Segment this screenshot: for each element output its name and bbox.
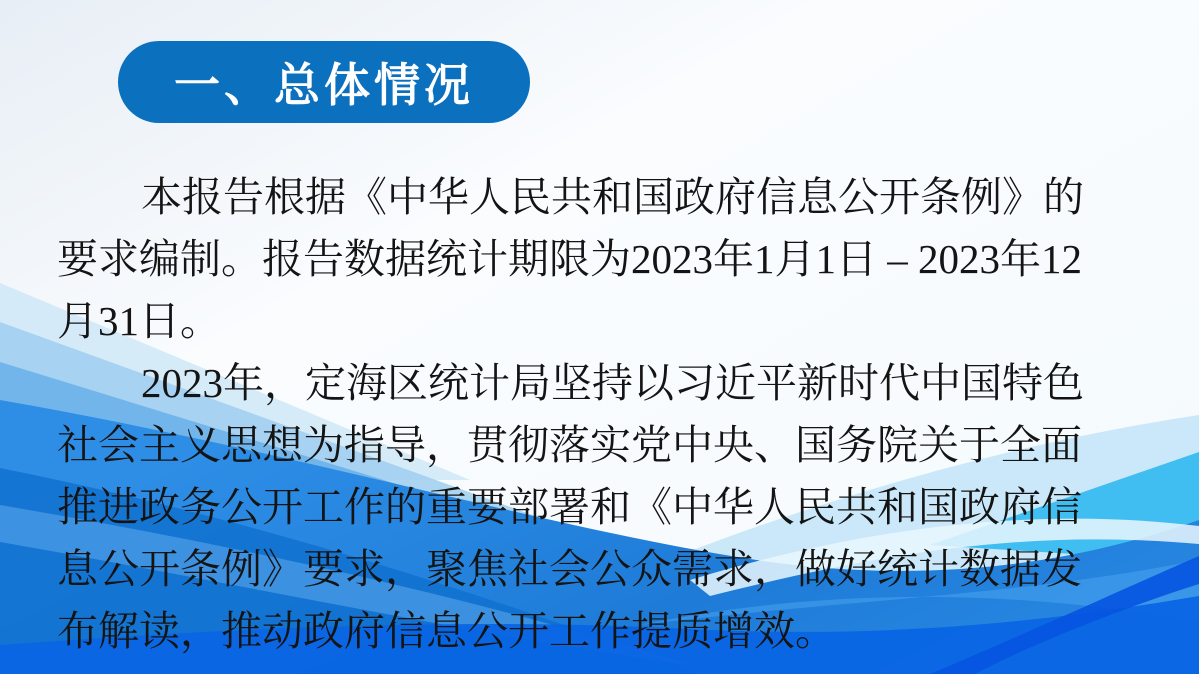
body-line: 息公开条例》要求，聚焦社会公众需求，做好统计数据发	[57, 546, 1082, 592]
body-line: 2023年，定海区统计局坚持以习近平新时代中国特色	[141, 360, 1084, 406]
section-title-text: 一、总体情况	[174, 59, 474, 111]
body-line: 布解读，推动政府信息公开工作提质增效。	[57, 608, 836, 654]
body-text	[57, 166, 1157, 662]
body-line: 本报告根据《中华人民共和国政府信息公开条例》的	[141, 174, 1084, 220]
body-line: 要求编制。报告数据统计期限为2023年1月1日 – 2023年12	[57, 236, 1082, 282]
body-line: 推进政务公开工作的重要部署和《中华人民共和国政府信	[57, 484, 1082, 530]
body-line: 社会主义思想为指导，贯彻落实党中央、国务院关于全面	[57, 422, 1082, 468]
section-title-badge	[118, 41, 530, 123]
body-line: 月31日。	[57, 298, 221, 344]
